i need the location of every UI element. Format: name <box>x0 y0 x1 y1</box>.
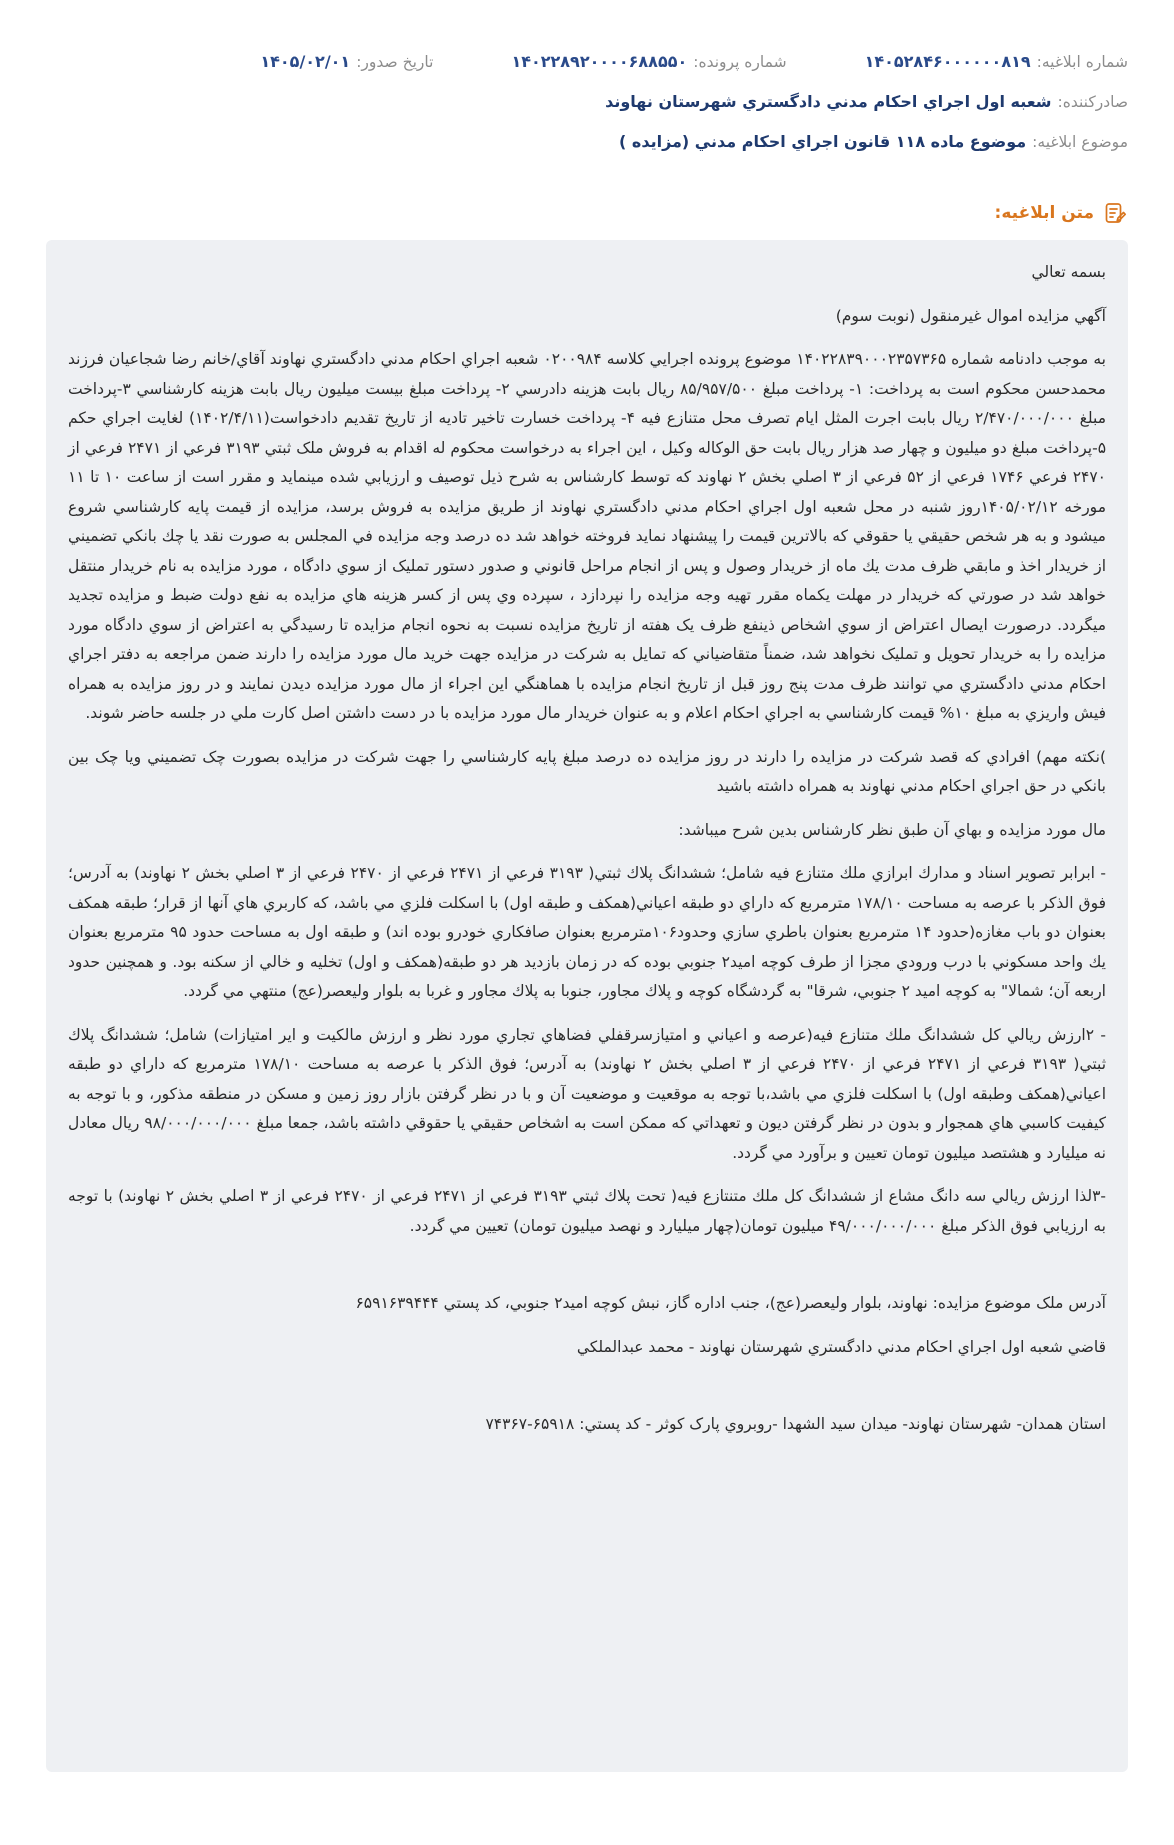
notice-number-field <box>865 52 1128 71</box>
body-appraisal-item-1: - ابرابر تصوير اسناد و مدارك ابرازي ملك متنازع فيه شامل؛ ششدانگ پلاك ثبتي( ۳۱۹۳ فرعي از ۲۴۷۱ فرعي از ۲۴۷۰ فرعي از ۳ اصلي بخش ۲ نهاوند) به آدرس؛ فوق الذكر با عرصه به مساحت ۱۷۸/۱۰ مترمربع كه داراي دو طبقه اعياني(همكف و طبقه اول) با اسكلت فلزي مي باشد، كه كاربري هاي آنها از قرار؛ طبقه همكف بعنوان دو باب مغازه(حدود ۱۴ مترمربع بعنوان باطري سازي وحدود۱۰۶مترمربع بعنوان صافكاري خودرو بوده اند) و طبقه اول به مساحت حدود ۹۵ مترمربع بعنوان يك واحد مسكوني با درب ورودي مجزا از طرف كوچه اميد۲ جنوبي بوده كه در زمان بازديد هر دو طبقه(همكف و اول) تخليه و خالي از سكنه بود. و همچنين حدود اربعه آن؛ شمالا" به كوچه اميد ۲ جنوبي، شرقا" به گردشگاه كوچه و پلاك مجاور، جنوبا به پلاك مجاور و غربا به بلوار وليعصر(عج) منتهي مي گردد. <box>68 864 1106 1000</box>
issuer-field <box>605 92 1128 111</box>
issue-date-value: ۱۴۰۵/۰۲/۰۱ <box>260 52 351 71</box>
case-number-label: شماره پرونده: <box>693 53 787 71</box>
issuer-label: صادرکننده: <box>1057 93 1128 111</box>
meta-row-issuer <box>46 92 1128 132</box>
issuer-value: شعبه اول اجراي احکام مدني دادگستري شهرستان نهاوند <box>605 92 1052 111</box>
notice-text-heading <box>995 200 1128 226</box>
issue-date-field <box>260 52 433 71</box>
case-number-value: ۱۴۰۲۲۸۹۲۰۰۰۰۶۸۸۵۵۰ <box>511 52 688 71</box>
notice-number-label: شماره ابلاغيه: <box>1036 53 1128 71</box>
document-edit-icon <box>1102 200 1128 226</box>
body-main-paragraph: به موجب دادنامه شماره ۱۴۰۲۲۸۳۹۰۰۰۲۳۵۷۳۶۵ موضوع پرونده اجرايي کلاسه ۰۲۰۰۹۸۴ شعبه اجراي احکام مدني دادگستري نهاوند آقاي/خانم رضا شجاعيان فرزند محمدحسن محکوم است به پرداخت: ۱- پرداخت مبلغ ۸۵/۹۵۷/۵۰۰ ريال بابت هزينه دادرسي ۲- پرداخت مبلغ بيست ميليون ريال بابت هزينه کارشناسي ۳-پرداخت مبلغ ۲/۴۷۰/۰۰۰/۰۰۰ ريال بابت اجرت المثل ايام تصرف محل متنازع فيه ۴- پرداخت خسارت تاخير تاديه از تاريخ تقديم دادخواست(۱۴۰۲/۴/۱۱) لغايت اجراي حکم ۵-پرداخت مبلغ دو ميليون و چهار صد هزار ريال بابت حق الوکاله وکيل ، اين اجراء به درخواست محکوم له اقدام به فروش ملک ثبتي ۳۱۹۳ فرعي از ۲۴۷۱ فرعي از ۲۴۷۰ فرعي ۱۷۴۶ فرعي از ۵۲ فرعي از ۳ اصلي بخش ۲ نهاوند که توسط کارشناس به شرح ذيل توصيف و ارزيابي شده مينمايد و مقرر است از ساعت ۱۰ تا ۱۱ مورخه ۱۴۰۵/۰۲/۱۲روز شنبه در محل شعبه اول اجراي احکام مدني دادگستري نهاوند از طريق مزايده به فروش برسد، مزايده از قيمت پايه کارشناسي شروع ميشود و به هر شخص حقيقي يا حقوقي که بالاترين قيمت را پيشنهاد نمايد فروخته خواهد شد ده درصد وجه مزايده في المجلس به صورت نقد يا چك بانكي تضميني از خريدار اخذ و مابقي ظرف مدت يك ماه از خريدار وصول و پس از انجام مراحل قانوني و صدور دستور تمليک از سوي دادگاه ، مورد مزايده به نام خريدار منتقل خواهد شد در صورتي که خريدار در مهلت يکماه مقرر تهيه وجه مزايده را نپردازد ، سپرده وي پس از کسر هزينه هاي مزايده به نفع دولت ضبط و مزايده تجديد ميگردد. درصورت ايصال اعتراض از سوي اشخاص ذينفع ظرف يک هفته از تاريخ مزايده نسبت به نحوه انجام مزايده تا رسيدگي به اعتراض از سوي دادگاه مورد مزايده را به خريدار تحويل و تمليک نخواهد شد، ضمناً متقاضياني که تمايل به شرکت در مزايده جهت خريد مال مورد مزايده را دارند ضمن مراجعه به دفتر اجراي احکام مدني دادگستري مي توانند ظرف مدت پنج روز قبل از تاريخ انجام مزايده با هماهنگي اين اجراء از مال مورد مزايده ديدن نمايند و در روز مزايده به همراه فيش واريزي به مبلغ ۱۰% قيمت کارشناسي به اجراي احکام اعلام و به عنوان خريدار مال مورد مزايده با در دست داشتن اصل کارت ملي در جلسه حاضر شوند. <box>68 350 1107 722</box>
body-salutation: بسمه تعالي <box>1031 263 1106 281</box>
subject-value: موضوع ماده ۱۱۸ قانون اجراي احکام مدني (مزايده ) <box>619 132 1027 151</box>
issue-date-label: تاريخ صدور: <box>356 53 434 71</box>
case-number-field <box>511 52 786 71</box>
notice-number-value: ۱۴۰۵۲۸۴۶۰۰۰۰۰۰۸۱۹ <box>864 52 1031 71</box>
body-appraisal-intro: مال مورد مزايده و بهاي آن طبق نظر کارشناس بدين شرح ميباشد: <box>678 820 1106 839</box>
meta-row-numbers <box>46 52 1128 92</box>
body-appraisal-item-2: - ۲ارزش ريالي كل ششدانگ ملك متنازع فيه(عرصه و اعياني و امتيازسرقفلي فضاهاي تجاري مورد نظر و ارزش مالكيت و اير امتيازات) شامل؛ ششدانگ پلاك ثبتي( ۳۱۹۳ فرعي از ۲۴۷۱ فرعي از ۲۴۷۰ فرعي از ۳ اصلي بخش ۲ نهاوند) به آدرس؛ فوق الذكر با عرصه به مساحت ۱۷۸/۱۰ مترمربع كه داراي دو طبقه اعياني(همكف وطبقه اول) با اسكلت فلزي مي باشد،با توجه به موقعيت و موضعيت آن و با در نظر گرفتن بازار روز زمين و مسكن در منطقه مذكور، و با توجه به كيفيت كاسبي هاي همجوار و بدون در نظر گرفتن ديون و تعهداتي كه ممكن است به اشخاص حقيقي يا حقوقي داشته باشد، جمعا مبلغ ۹۸/۰۰۰/۰۰۰/۰۰۰ ريال معادل نه ميليارد و هشتصد ميليون تومان تعيين و برآورد مي گردد. <box>68 1025 1107 1162</box>
body-appraisal-item-3: -۳لذا ارزش ريالي سه دانگ مشاع از ششدانگ كل ملك متنتازع فيه( تحت پلاك ثبتي ۳۱۹۳ فرعي از ۲۴۷۱ فرعي از ۲۴۷۰ فرعي از ۳ اصلي بخش ۲ نهاوند) با توجه به ارزيابي فوق الذكر مبلغ ۴۹/۰۰۰/۰۰۰/۰۰۰ ميليون تومان(چهار ميليارد و نهصد ميليون تومان) تعيين مي گردد. <box>68 1187 1106 1235</box>
subject-field <box>619 132 1128 151</box>
meta-row-subject <box>46 132 1128 172</box>
body-property-address: آدرس ملک موضوع مزايده: نهاوند، بلوار وليعصر(عج)، جنب اداره گاز، نبش کوچه اميد۲ جنوبي، کد پستي ۶۵۹۱۶۳۹۴۴۴ <box>355 1294 1106 1312</box>
notice-body <box>46 240 1128 1772</box>
body-heading: آگهي مزايده اموال غيرمنقول (نوبت سوم) <box>835 306 1106 325</box>
body-judge-signature: قاضي شعبه اول اجراي احکام مدني دادگستري شهرستان نهاوند - محمد عبدالملکي <box>576 1337 1106 1356</box>
body-office-address: استان همدان- شهرستان نهاوند- ميدان سيد الشهدا -روبروي پارک کوثر - کد پستي: ۶۵۹۱۸-۷۴۳۶۷ <box>485 1415 1106 1433</box>
body-important-note: )نکته مهم) افرادي که قصد شرکت در مزايده را دارند در روز مزايده ده درصد مبلغ پايه کارشناسي را جهت شرکت در مزايده بصورت چک تضميني ويا چک بين بانکي در حق اجراي احکام مدني نهاوند به همراه داشته باشيد <box>68 747 1106 795</box>
notice-header <box>46 52 1128 172</box>
subject-label: موضوع ابلاغيه: <box>1032 133 1128 151</box>
notice-text-title: متن ابلاغيه: <box>994 203 1094 223</box>
